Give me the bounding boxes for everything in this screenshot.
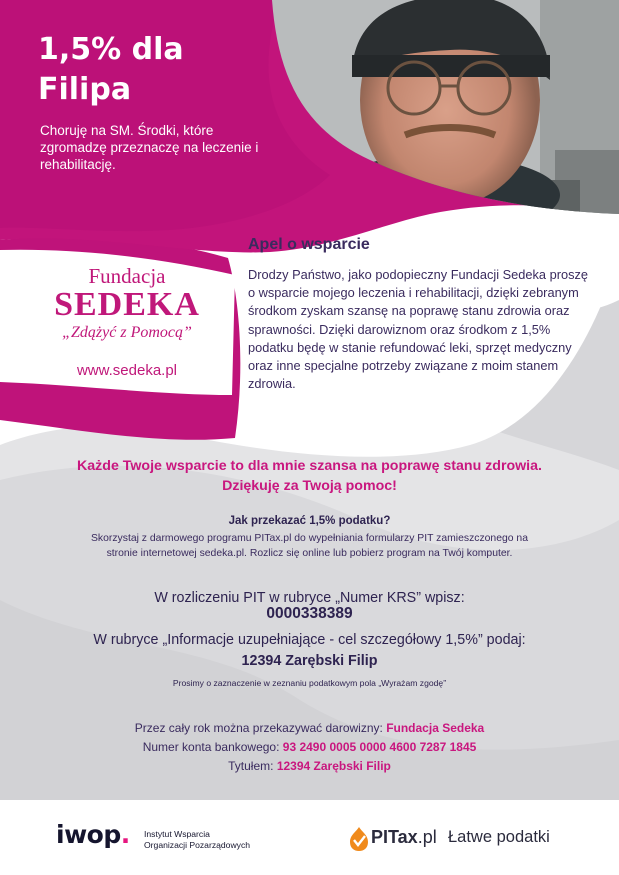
info-value: 12394 Zarębski Filip (241, 653, 378, 669)
appeal-body: Drodzy Państwo, jako podopieczny Fundacji Sedeka proszę o wsparcie mojego leczenia i rehabilitacji, dzięki zebranym środkom zyskam szansę na poprawę stanu zdrowia oraz sprawności. Dzięki darowiznom oraz środkom z 1,5% podatku będę w stanie refundować leki, sprzęt medyczny oraz inne specjalne potrzeby związane z moim stanem zdrowia. (248, 267, 589, 392)
info-label: W rubryce „Informacje uzupełniające - cel szczegółowy 1,5%” podaj: (93, 632, 526, 648)
sedeka-logo: Fundacja SEDEKA „Zdążyć z Pomocą” (54, 264, 200, 341)
consent-note: Prosimy o zaznaczenie w zeznaniu podatkowym pola „Wyrażam zgodę” (172, 678, 447, 688)
krs-number: 0000338389 (266, 605, 353, 622)
page-title: 1,5% dla Filipa (38, 32, 184, 107)
iwop-logo: iwop. (56, 820, 130, 849)
pitax-logo: PITax.pl (371, 827, 437, 847)
website-link[interactable]: www.sedeka.pl (76, 362, 178, 379)
howto-text: Skorzystaj z darmowego programu PITax.pl do wypełniania formularzy PIT zamieszczonego na stronie internetowej sedeka.pl. Rozlicz się online lub pobierz program na Twój komputer. (91, 533, 528, 559)
donation-line-3: Tytułem: 12394 Zarębski Filip (228, 759, 391, 773)
thanks-message: Każde Twoje wsparcie to dla mnie szansa na poprawę stanu zdrowia. Dziękuję za Twoją pomoc! (77, 458, 542, 494)
howto-heading: Jak przekazać 1,5% podatku? (228, 515, 391, 527)
krs-label: W rozliczeniu PIT w rubryce „Numer KRS” wpisz: (154, 590, 465, 606)
donation-line-1: Przez cały rok można przekazywać darowizny: Fundacja Sedeka (134, 721, 485, 735)
donation-line-2: Numer konta bankowego: 93 2490 0005 0000 4600 7287 1845 (142, 740, 477, 754)
pitax-tagline: Łatwe podatki (448, 828, 550, 846)
subtitle: Choruję na SM. Środki, które zgromadzę przeznaczę na leczenie i rehabilitację. (40, 123, 259, 172)
pitax-icon (348, 826, 370, 852)
appeal-heading: Apel o wsparcie (248, 236, 370, 253)
iwop-description: Instytut Wsparcia Organizacji Pozarządowych (144, 829, 251, 850)
